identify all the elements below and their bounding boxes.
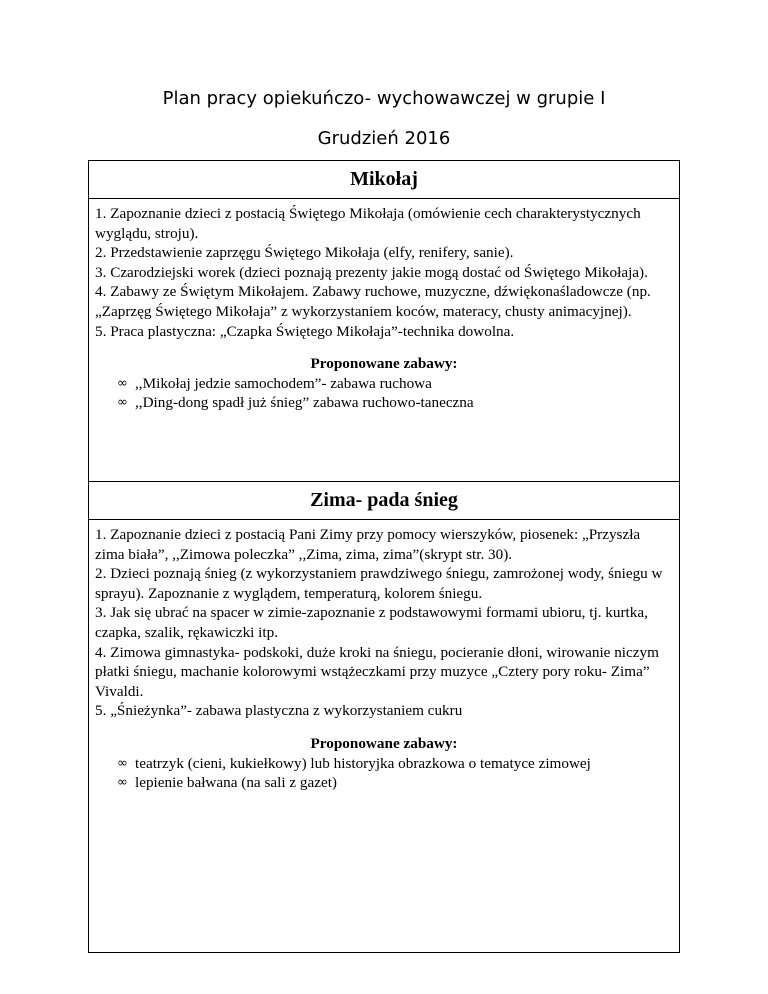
section-title-zima: Zima- pada śnieg (310, 489, 458, 511)
section-header-cell (88, 160, 680, 199)
games-list (95, 374, 673, 413)
plan-item: 3. Jak się ubrać na spacer w zimie-zapoznanie z podstawowymi formami ubioru, tj. kurtka, czapka, szalik, rękawiczki itp. (95, 604, 648, 641)
plan-item: 2. Przedstawienie zaprzęgu Świętego Mikołaja (elfy, renifery, sanie). (95, 244, 514, 262)
infinity-bullet-icon: ∞ (117, 775, 128, 791)
section-title-mikolaj: Mikołaj (350, 168, 418, 190)
list-item (95, 374, 673, 394)
games-heading: Proponowane zabawy: (310, 734, 458, 752)
plan-item: 4. Zabawy ze Świętym Mikołajem. Zabawy ruchowe, muzyczne, dźwiękonaśladowcze (np. „Zaprzęg Świętego Mikołaja” z wykorzystaniem koców, materacy, chusty animacyjnej). (95, 283, 651, 320)
infinity-bullet-icon: ∞ (117, 395, 128, 411)
plan-item: 3. Czarodziejski worek (dzieci poznają prezenty jakie mogą dostać od Świętego Mikołaja). (95, 263, 648, 281)
section-body-zima (88, 519, 680, 953)
infinity-bullet-icon: ∞ (117, 755, 128, 771)
plan-item: 1. Zapoznanie dzieci z postacią Pani Zimy przy pomocy wierszyków, piosenek: „Przyszła zima biała”, ,,Zimowa poleczka” ,,Zima, zima, zima”(skrypt str. 30). (95, 526, 641, 563)
games-list (95, 754, 673, 793)
list-item (95, 773, 673, 793)
plan-item: 5. „Śnieżynka”- zabawa plastyczna z wykorzystaniem cukru (95, 702, 463, 720)
infinity-bullet-icon: ∞ (117, 375, 128, 391)
plan-item: 4. Zimowa gimnastyka- podskoki, duże kroki na śniegu, pocieranie dłoni, wirowanie niczym płatki śniegu, machanie kolorowymi wstążeczkami przy muzyce „Cztery pory roku- Zima” Vivaldi. (95, 643, 659, 700)
games-heading: Proponowane zabawy: (310, 355, 458, 373)
plan-item: 2. Dzieci poznają śnieg (z wykorzystaniem prawdziwego śniegu, zamrożonej wody, śniegu w sprayu). Zapoznanie z wyglądem, temperaturą, kolorem śniegu. (95, 565, 663, 602)
list-item (95, 754, 673, 774)
section-header-cell (88, 481, 680, 520)
plan-item: 1. Zapoznanie dzieci z postacią Świętego Mikołaja (omówienie cech charakterystycznych wyglądu, stroju). (95, 205, 641, 242)
page-subtitle: Grudzień 2016 (317, 128, 451, 149)
game-text: lepienie bałwana (na sali z gazet) (135, 774, 337, 792)
section-body-mikolaj (88, 198, 680, 482)
page-title: Plan pracy opiekuńczo- wychowawczej w grupie I (162, 88, 606, 109)
game-text: ,,Mikołaj jedzie samochodem”- zabawa ruchowa (135, 374, 432, 392)
list-item (95, 393, 673, 413)
game-text: ,,Ding-dong spadł już śnieg” zabawa ruchowo-taneczna (135, 394, 474, 412)
plan-item: 5. Praca plastyczna: „Czapka Świętego Mikołaja”-technika dowolna. (95, 322, 515, 340)
game-text: teatrzyk (cieni, kukiełkowy) lub historyjka obrazkowa o tematyce zimowej (135, 754, 591, 772)
